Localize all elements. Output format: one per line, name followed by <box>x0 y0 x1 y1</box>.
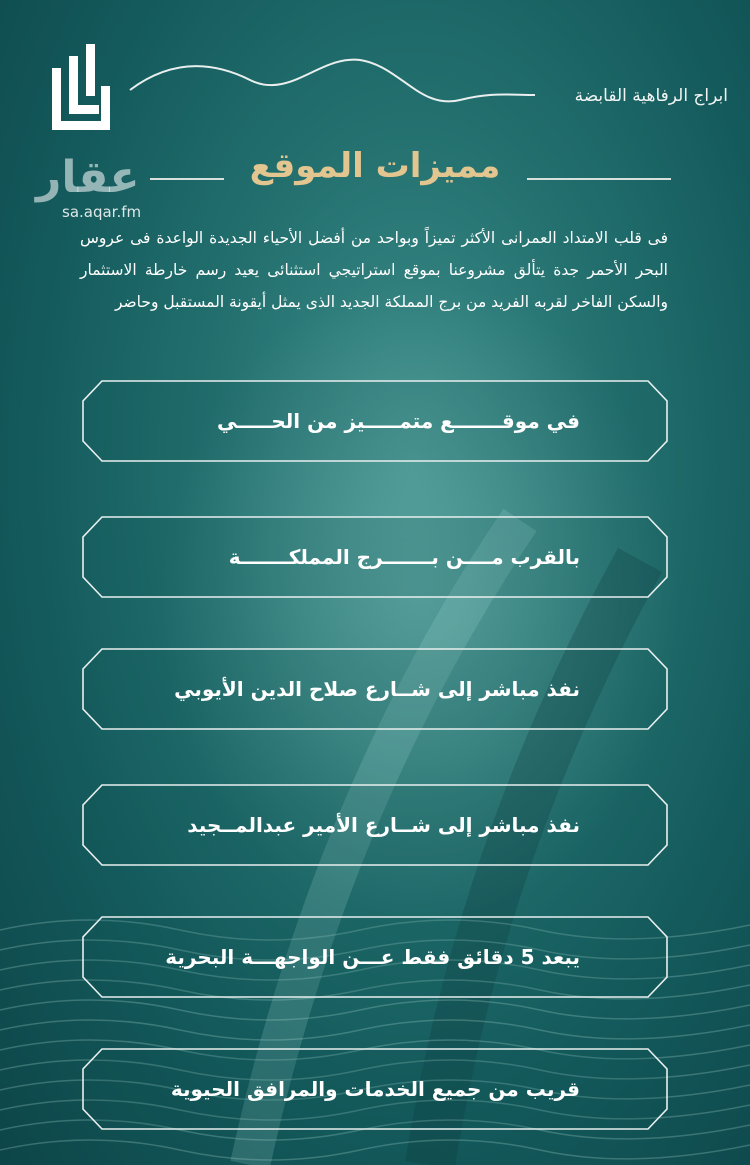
feature-item <box>82 648 668 730</box>
feature-item <box>82 1048 668 1130</box>
brand-name: ابراج الرفاهية القابضة <box>574 86 728 106</box>
feature-item <box>82 516 668 598</box>
feature-item <box>82 380 668 462</box>
watermark-url: sa.aqar.fm <box>62 203 142 221</box>
watermark-logo-text: عقار <box>36 152 140 203</box>
feature-item <box>82 916 668 998</box>
feature-label: نفذ مباشر إلى شــارع صلاح الدين الأيوبي <box>174 677 580 701</box>
feature-label: بالقرب مــــن بـــــــرج المملكـــــــة <box>228 545 580 569</box>
feature-item <box>82 784 668 866</box>
intro-paragraph: فى قلب الامتداد العمرانى الأكثر تميزاً وبواحد من أفضل الأحياء الجديدة الواعدة فى عروس البحر الأحمر جدة يتألق مشروعنا بموقع استراتيجي استثنائى يعيد رسم خارطة الاستثمار والسكن الفاخر لقربه الفريد من برج المملكة الجديد الذى يمثل أيقونة المستقبل وحاضر <box>80 229 668 311</box>
feature-label: نفذ مباشر إلى شــارع الأمير عبدالمــجيد <box>187 813 580 837</box>
feature-label: في موقـــــــع متمـــــيز من الحـــــي <box>216 409 580 433</box>
feature-label: قريب من جميع الخدمات والمرافق الحيوية <box>170 1077 580 1101</box>
section-title: مميزات الموقع <box>249 146 501 186</box>
feature-label: يبعد 5 دقائق فقط عـــن الواجهـــة البحرية <box>165 945 580 969</box>
